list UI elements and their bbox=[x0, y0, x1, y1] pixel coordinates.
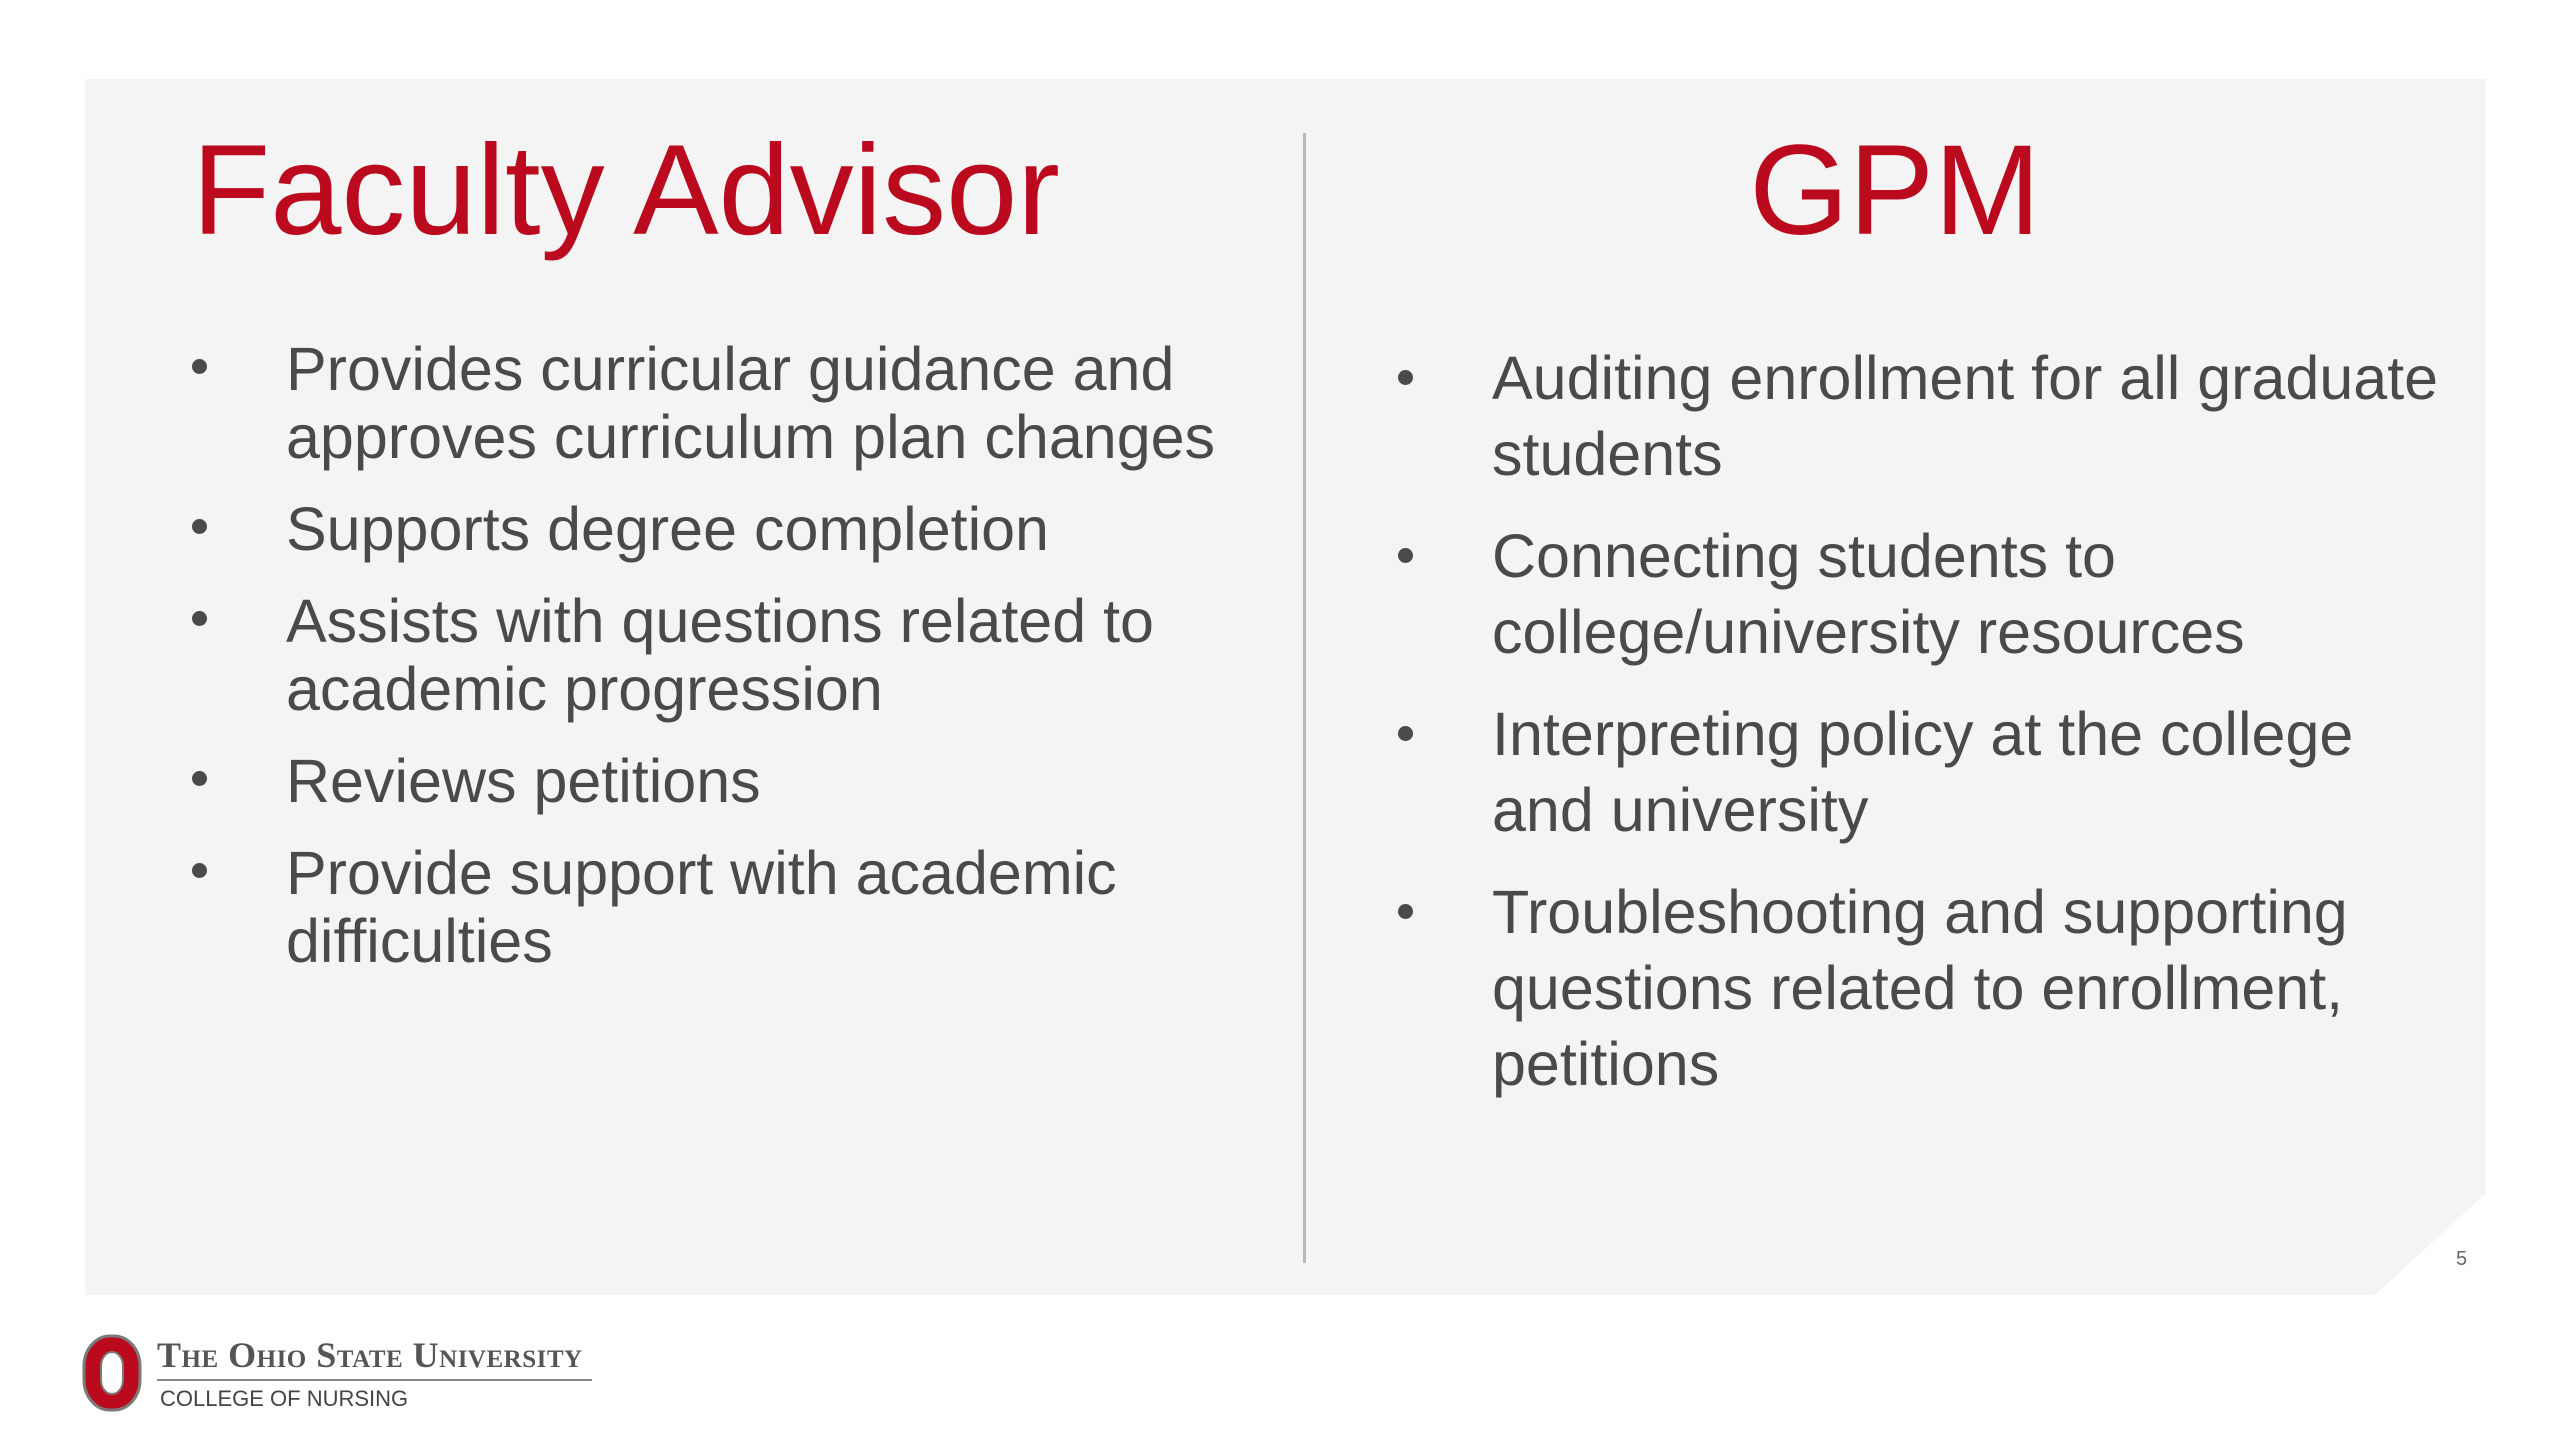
bullet-text: Provide support with academic difficulties bbox=[286, 839, 1117, 975]
gpm-title: GPM bbox=[1749, 119, 2041, 262]
gpm-bullets bbox=[1394, 340, 2454, 1128]
list-item bbox=[188, 839, 1238, 975]
bullet-icon bbox=[192, 519, 207, 534]
bullet-icon bbox=[192, 771, 207, 786]
column-divider bbox=[1303, 133, 1306, 1263]
college-name: COLLEGE OF NURSING bbox=[160, 1386, 409, 1411]
list-item bbox=[188, 335, 1238, 471]
bullet-icon bbox=[1398, 904, 1413, 919]
list-item bbox=[1394, 696, 2454, 848]
page-number: 5 bbox=[2456, 1248, 2468, 1270]
list-item bbox=[1394, 340, 2454, 492]
list-item bbox=[1394, 874, 2454, 1102]
bullet-text: Supports degree completion bbox=[286, 495, 1049, 563]
list-item bbox=[188, 587, 1238, 723]
bullet-text: Reviews petitions bbox=[286, 747, 761, 815]
bullet-text: Interpreting policy at the college and university bbox=[1492, 700, 2354, 844]
list-item bbox=[188, 747, 1238, 815]
faculty-advisor-bullets bbox=[188, 335, 1238, 999]
bullet-icon bbox=[1398, 726, 1413, 741]
university-name: The Ohio State University bbox=[157, 1335, 583, 1375]
bullet-text: Connecting students to college/university resources bbox=[1492, 522, 2245, 666]
faculty-advisor-title: Faculty Advisor bbox=[192, 119, 1060, 262]
logo-divider bbox=[157, 1379, 592, 1381]
list-item bbox=[1394, 518, 2454, 670]
bullet-icon bbox=[1398, 548, 1413, 563]
bullet-icon bbox=[192, 611, 207, 626]
bullet-text: Troubleshooting and supporting questions related to enrollment, petitions bbox=[1492, 878, 2348, 1098]
bullet-icon bbox=[192, 863, 207, 878]
bullet-text: Auditing enrollment for all graduate students bbox=[1492, 344, 2439, 488]
bullet-icon bbox=[1398, 370, 1413, 385]
bullet-text: Assists with questions related to academic progression bbox=[286, 587, 1154, 723]
bullet-text: Provides curricular guidance and approves curriculum plan changes bbox=[286, 335, 1216, 471]
list-item bbox=[188, 495, 1238, 563]
ohio-state-logo bbox=[82, 1334, 602, 1414]
ohio-state-block-o-icon bbox=[82, 1334, 142, 1412]
bullet-icon bbox=[192, 359, 207, 374]
